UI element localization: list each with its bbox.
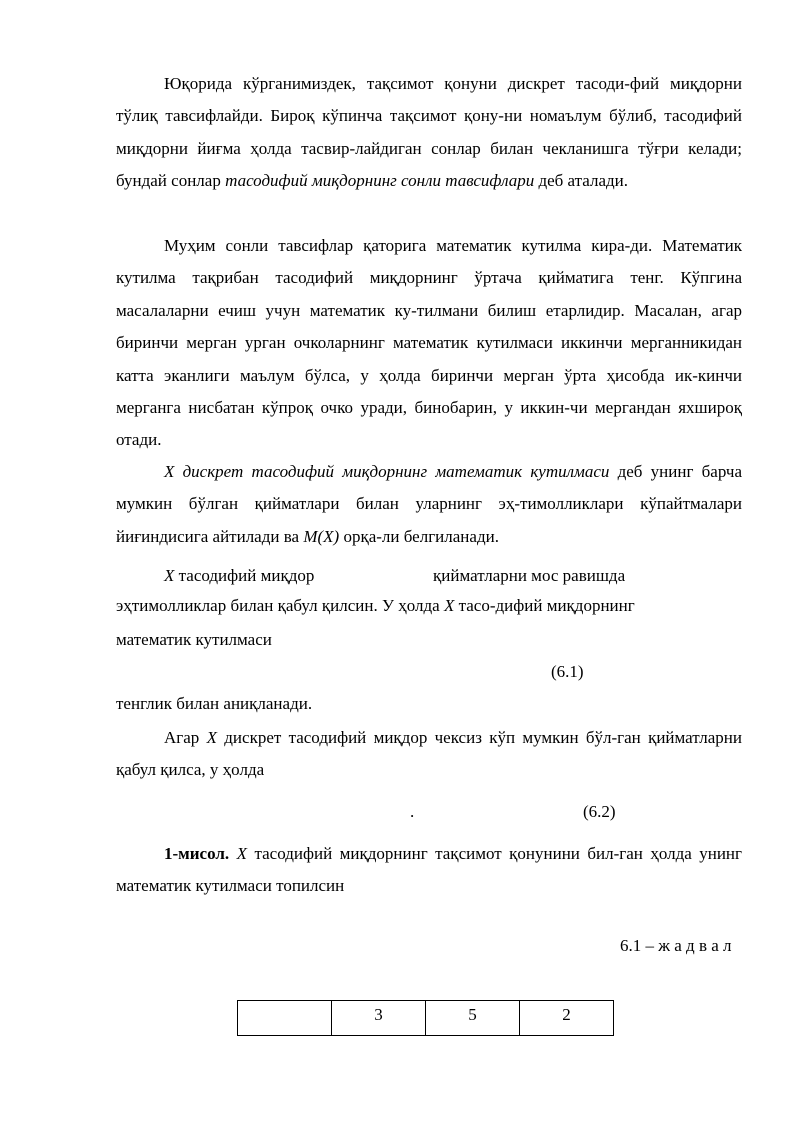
table-cell: 3: [332, 1001, 426, 1036]
line1-text-a: тасодифий миқдор: [174, 566, 315, 585]
var-x-4: X: [236, 844, 248, 863]
infinite-text-b: дискрет тасодифий миқдор чексиз кўп мумкин бўл-ган қийматларни қабул қилса, у ҳолда: [116, 728, 742, 780]
example-text: тасодифий миқдорнинг тақсимот қонунини бил-ган ҳолда унинг математик кутилмаси топилсин: [116, 844, 743, 896]
table-cell: [238, 1001, 332, 1036]
intro-term: тасодифий миқдорнинг сонли тавсифлари: [225, 171, 535, 191]
definition-term: X дискрет тасодифий миқдорнинг математик кутилмаси: [164, 462, 610, 481]
var-x: X: [164, 566, 175, 585]
equation-dot: .: [410, 802, 415, 821]
table-cell: 2: [520, 1001, 614, 1036]
paragraph-defined-by: тенглик билан аниқланади.: [116, 694, 313, 713]
line2-text-b: тасо-дифий миқдорнинг: [454, 596, 635, 615]
definition-text: деб унинг барча мумкин бўлган қийматлари билан уларнинг эҳ-тимолликлари кўпайтмалари йиғиндисига айтилади ва: [116, 462, 742, 546]
table-cell: 5: [426, 1001, 520, 1036]
distribution-table: [237, 1000, 614, 1036]
table-row: [238, 1001, 614, 1036]
paragraph-intro: [116, 68, 742, 198]
paragraph-example: [116, 838, 742, 903]
definition-end: орқа-ли белгиланади.: [339, 526, 499, 546]
var-x-3: X: [206, 728, 217, 747]
example-label: 1-мисол.: [164, 844, 230, 863]
equation-number-6-2: (6.2): [583, 802, 616, 821]
equation-number-6-1: (6.1): [551, 662, 584, 681]
infinite-text-a: Агар: [164, 728, 207, 747]
var-x-2: X: [443, 596, 455, 615]
paragraph-infinite: [116, 722, 742, 787]
definition-symbol: M(X): [303, 526, 340, 546]
random-variable-line-2: [116, 590, 744, 622]
line2-text-a: эҳтимолликлар билан қабул қилсин. У ҳолда: [116, 596, 444, 615]
random-variable-line-1a: [164, 564, 314, 588]
random-variable-line-3: математик кутилмаси: [116, 630, 272, 649]
table-caption: 6.1 – ж а д в а л: [620, 936, 732, 955]
paragraph-definition: [116, 456, 742, 553]
intro-end: деб аталади.: [534, 171, 629, 191]
intro-text: Юқорида кўрганимиздек, тақсимот қонуни дискрет тасоди-фий миқдорни тўлиқ тавсифлайди. Бироқ кўпинча тақсимот қону-ни номаълум бўлиб, тасодифий миқдорни йиғма ҳолда тасвир-лайдиган сонлар билан чекланишга тўғри келади; бундай сонлар: [116, 74, 742, 191]
random-variable-line-1b: қийматларни мос равишда: [433, 566, 626, 585]
paragraph-expectation: Муҳим сонли тавсифлар қаторига математик кутилма кира-ди. Математик кутилма тақрибан тасодифий миқдорнинг ўртача қийматига тенг. Кўпгина масалаларни ечиш учун математик ку-тилмани билиш етарлидир. Масалан, агар биринчи мерган урган очколарнинг математик кутилмаси иккинчи мерганникидан катта эканлиги маълум бўлса, у ҳолда биринчи мерган ўрта ҳисобда ик-кинчи мерганга нисбатан кўпроқ очко уради, бинобарин, у иккин-чи мергандан яхшироқ отади.: [116, 236, 742, 450]
